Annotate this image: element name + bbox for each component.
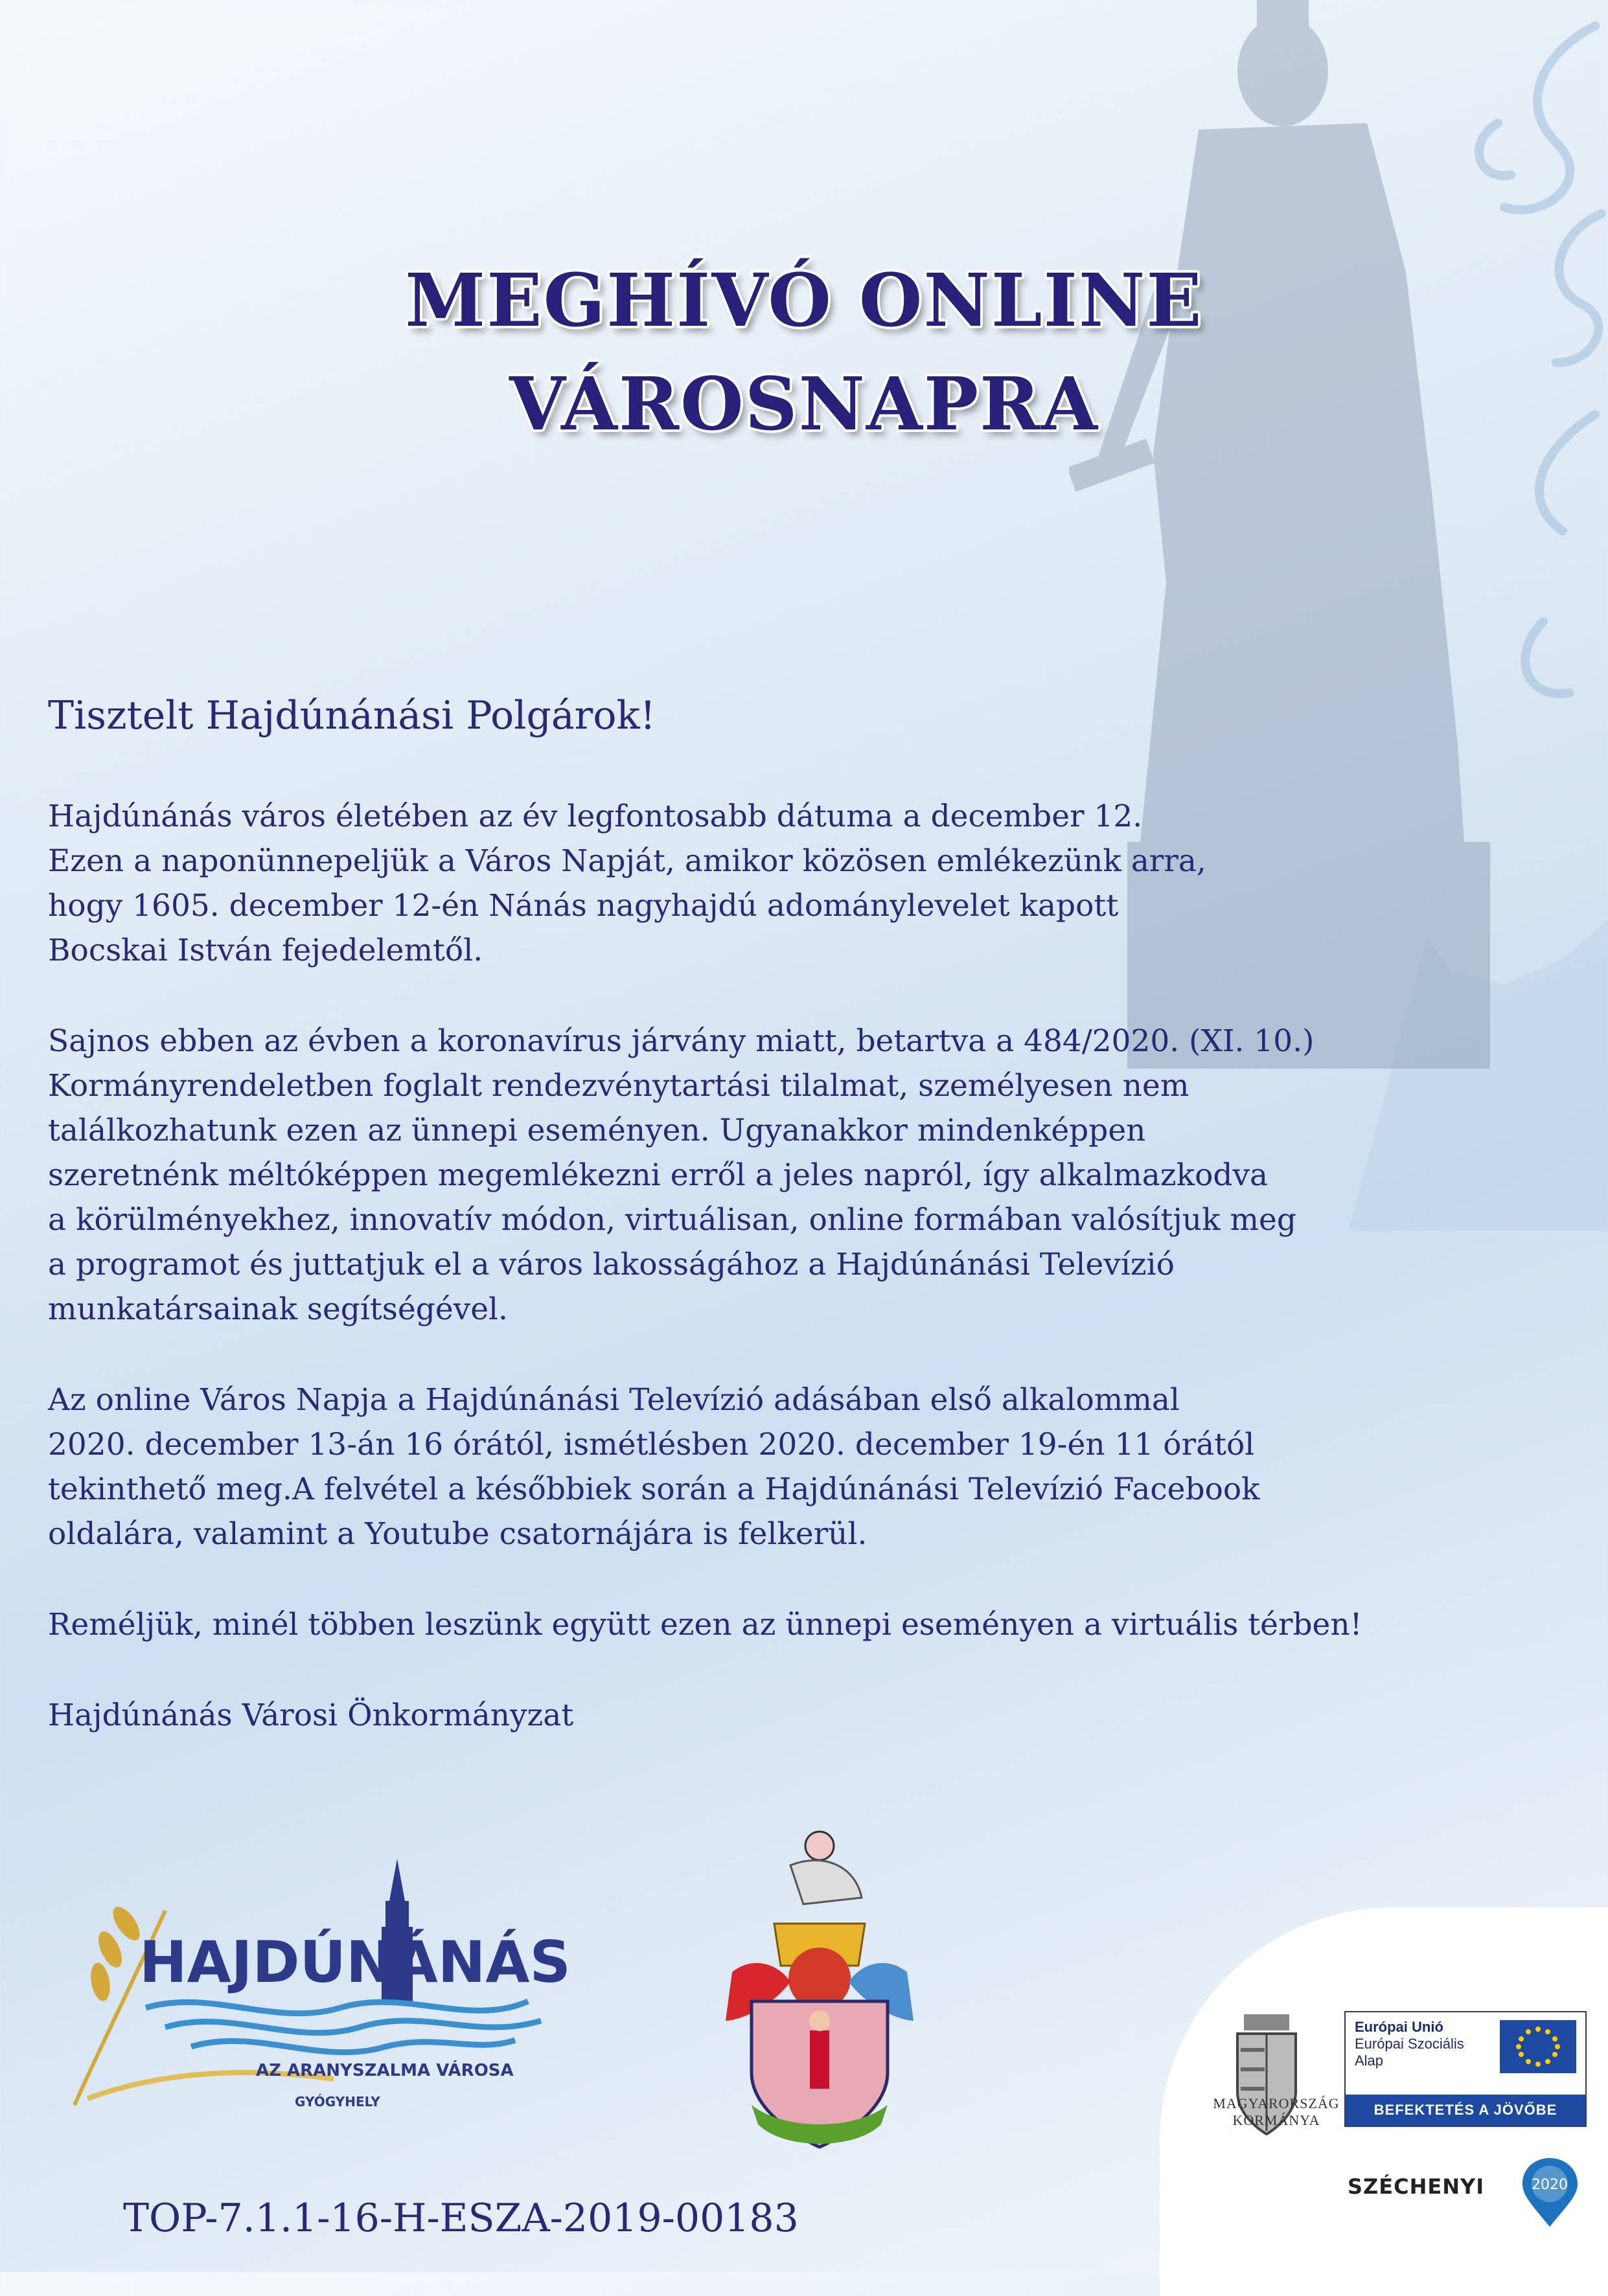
eu-fund-logo bbox=[1344, 2011, 1587, 2127]
hajdunanas-logo bbox=[62, 1852, 573, 2111]
text-line: 2020. december 13-án 16 órától, ismétlésben 2020. december 19-én 11 órától bbox=[48, 1427, 1255, 1462]
eu-flag-icon bbox=[1500, 2020, 1576, 2073]
text-line: szeretnénk méltóképpen megemlékezni erről a jeles napról, így alkalmazkodva bbox=[48, 1157, 1269, 1193]
logo-sub: GYÓGYHELY bbox=[295, 2094, 380, 2109]
government-label bbox=[1202, 2095, 1351, 2129]
text-line: tekinthető meg.A felvétel a későbbiek során a Hajdúnánási Televízió Facebook bbox=[48, 1472, 1260, 1507]
text-line: Bocskai István fejedelemtől. bbox=[48, 933, 483, 968]
letter-body bbox=[48, 693, 1577, 1738]
eu-line-1: Európai Unió bbox=[1355, 2019, 1443, 2035]
text-line: a programot és juttatjuk el a város lakosságához a Hajdúnánási Televízió bbox=[48, 1247, 1175, 1282]
paragraph-4 bbox=[48, 1602, 1577, 1647]
invitation-title bbox=[0, 249, 1608, 457]
eu-slogan: BEFEKTETÉS A JÖVŐBE bbox=[1346, 2095, 1585, 2126]
text-line: a körülményekhez, innovatív módon, virtuálisan, online formában valósítjuk meg bbox=[48, 1202, 1296, 1238]
szechenyi-year: 2020 bbox=[1532, 2177, 1568, 2193]
text-line: Hajdúnánás város életében az év legfontosabb dátuma a december 12. bbox=[48, 799, 1143, 834]
paragraph-2 bbox=[48, 1019, 1577, 1332]
salutation: Tisztelt Hajdúnánási Polgárok! bbox=[48, 693, 656, 738]
text-line: Ezen a naponünnepeljük a Város Napját, amikor közösen emlékezünk arra, bbox=[48, 843, 1206, 879]
title-line-1: MEGHÍVÓ ONLINE bbox=[405, 258, 1203, 343]
logo-tagline: AZ ARANYSZALMA VÁROSA bbox=[256, 2061, 514, 2080]
text-line: hogy 1605. december 12-én Nánás nagyhajdú adománylevelet kapott bbox=[48, 888, 1119, 924]
szechenyi-2020-icon bbox=[1519, 2157, 1581, 2228]
text-line: találkozhatunk ezen az ünnepi eseményen. Ugyanakkor mindenképpen bbox=[48, 1113, 1146, 1148]
eu-text bbox=[1355, 2019, 1464, 2069]
text-line: Sajnos ebben az évben a koronavírus járvány miatt, betartva a 484/2020. (XI. 10.) bbox=[48, 1023, 1315, 1059]
government-line-1: MAGYARORSZÁG bbox=[1213, 2095, 1340, 2111]
project-reference: TOP-7.1.1-16-H-ESZA-2019-00183 bbox=[123, 2196, 799, 2241]
text-line: Reméljük, minél többen leszünk együtt ezen az ünnepi eseményen a virtuális térben! bbox=[48, 1607, 1362, 1642]
signature: Hajdúnánás Városi Önkormányzat bbox=[48, 1698, 574, 1733]
government-line-2: KORMÁNYA bbox=[1232, 2112, 1320, 2128]
eu-line-3: Alap bbox=[1355, 2052, 1384, 2069]
szechenyi-label: SZÉCHENYI bbox=[1348, 2174, 1485, 2199]
text-line: munkatársainak segítségével. bbox=[48, 1291, 508, 1327]
title-line-2: VÁROSNAPRA bbox=[509, 362, 1099, 447]
eu-line-2: Európai Szociális bbox=[1355, 2036, 1464, 2052]
paragraph-1 bbox=[48, 794, 1577, 973]
text-line: oldalára, valamint a Youtube csatornájára is felkerül. bbox=[48, 1516, 867, 1552]
paragraph-3 bbox=[48, 1378, 1577, 1556]
coat-of-arms-icon bbox=[713, 1826, 926, 2150]
text-line: Kormányrendeletben foglalt rendezvénytartási tilalmat, személyesen nem bbox=[48, 1068, 1189, 1104]
text-line: Az online Város Napja a Hajdúnánási Televízió adásában első alkalommal bbox=[48, 1382, 1180, 1418]
logo-name: HAJDÚNÁNÁS bbox=[139, 1929, 571, 1995]
